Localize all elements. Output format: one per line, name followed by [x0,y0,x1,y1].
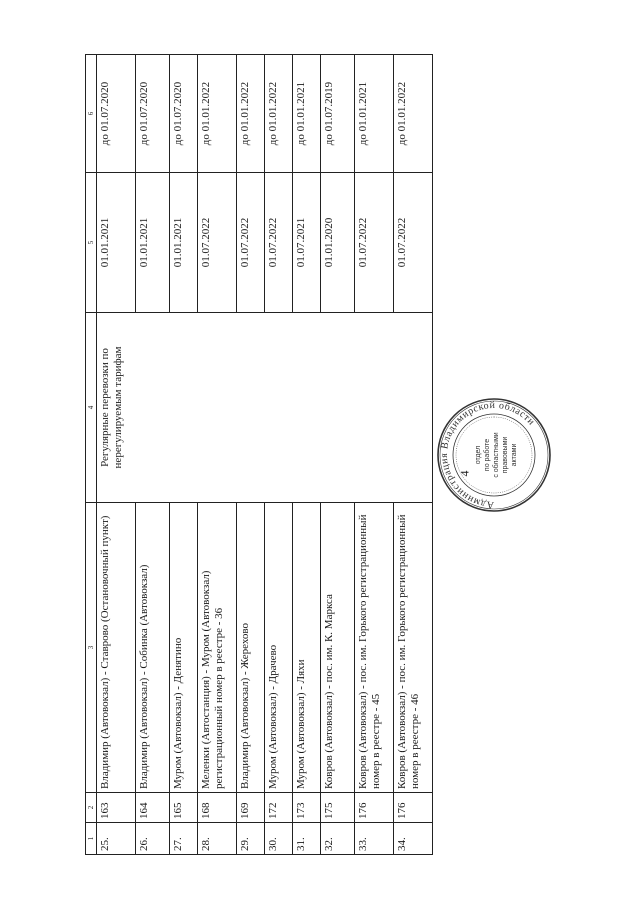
start-date: 01.01.2021 [170,173,198,313]
term: до 01.01.2022 [265,55,293,173]
route-name: Владимир (Автовокзал) - Жерехово [237,503,265,793]
start-date: 01.07.2022 [198,173,237,313]
routes-table-rotated [85,55,437,855]
start-date: 01.01.2021 [136,173,170,313]
registry-number: 176 [394,793,433,823]
official-seal [436,397,552,513]
seal-line: правовыми [502,436,509,474]
row-number: 32. [321,823,355,855]
seal-line: с областными [493,432,500,478]
col-header-6: 6 [86,55,97,173]
col-header-4: 4 [86,313,97,503]
start-date: 01.07.2022 [265,173,293,313]
route-name: Меленки (Автостанция) - Муром (Автовокзал) регистрационный номер в реестре - 36 [198,503,237,793]
route-name: Муром (Автовокзал) - Драчево [265,503,293,793]
col-header-5: 5 [86,173,97,313]
seal-line: актами [511,443,518,467]
col-header-2: 2 [86,793,97,823]
route-name: Ковров (Автовокзал) - пос. им. К. Маркса [321,503,355,793]
start-date: 01.07.2021 [293,173,321,313]
term: до 01.01.2021 [293,55,321,173]
term: до 01.01.2022 [394,55,433,173]
route-name: Муром (Автовокзал) - Ляхи [293,503,321,793]
seal-outer-text: Администрация Владимирской области [438,399,537,511]
registry-number: 168 [198,793,237,823]
route-name: Владимир (Автовокзал) - Ставрово (Остановочный пункт) [97,503,136,793]
seal-line: отдел [475,445,482,465]
registry-number: 165 [170,793,198,823]
term: до 01.01.2021 [355,55,394,173]
registry-number: 172 [265,793,293,823]
row-number: 28. [198,823,237,855]
registry-number: 169 [237,793,265,823]
row-number: 25. [97,823,136,855]
route-name: Ковров (Автовокзал) - пос. им. Горького регистрационный номер в реестре - 46 [394,503,433,793]
start-date: 01.07.2022 [394,173,433,313]
term: до 01.01.2022 [237,55,265,173]
start-date: 01.01.2020 [321,173,355,313]
row-number: 30. [265,823,293,855]
row-number: 29. [237,823,265,855]
registry-number: 175 [321,793,355,823]
row-number: 33. [355,823,394,855]
term: до 01.07.2020 [136,55,170,173]
term: до 01.01.2022 [198,55,237,173]
row-number: 31. [293,823,321,855]
start-date: 01.07.2022 [355,173,394,313]
seal-line: по работе [484,438,491,472]
row-number: 26. [136,823,170,855]
routes-table [85,54,433,855]
registry-number: 176 [355,793,394,823]
registry-number: 173 [293,793,321,823]
route-name: Владимир (Автовокзал) - Собинка (Автовокзал) [136,503,170,793]
start-date: 01.01.2021 [97,173,136,313]
route-name: Муром (Автовокзал) - Денятино [170,503,198,793]
page-number: 4 [457,470,472,477]
col-header-3: 3 [86,503,97,793]
registry-number: 163 [97,793,136,823]
table-row [97,55,136,855]
row-number: 27. [170,823,198,855]
registry-number: 164 [136,793,170,823]
service-type: Регулярные перевозки по нерегулируемым тарифам [97,313,433,503]
term: до 01.07.2020 [97,55,136,173]
term: до 01.07.2019 [321,55,355,173]
row-number: 34. [394,823,433,855]
route-name: Ковров (Автовокзал) - пос. им. Горького регистрационный номер в реестре - 45 [355,503,394,793]
start-date: 01.07.2022 [237,173,265,313]
col-header-1: 1 [86,823,97,855]
column-number-row [86,55,97,855]
term: до 01.07.2020 [170,55,198,173]
